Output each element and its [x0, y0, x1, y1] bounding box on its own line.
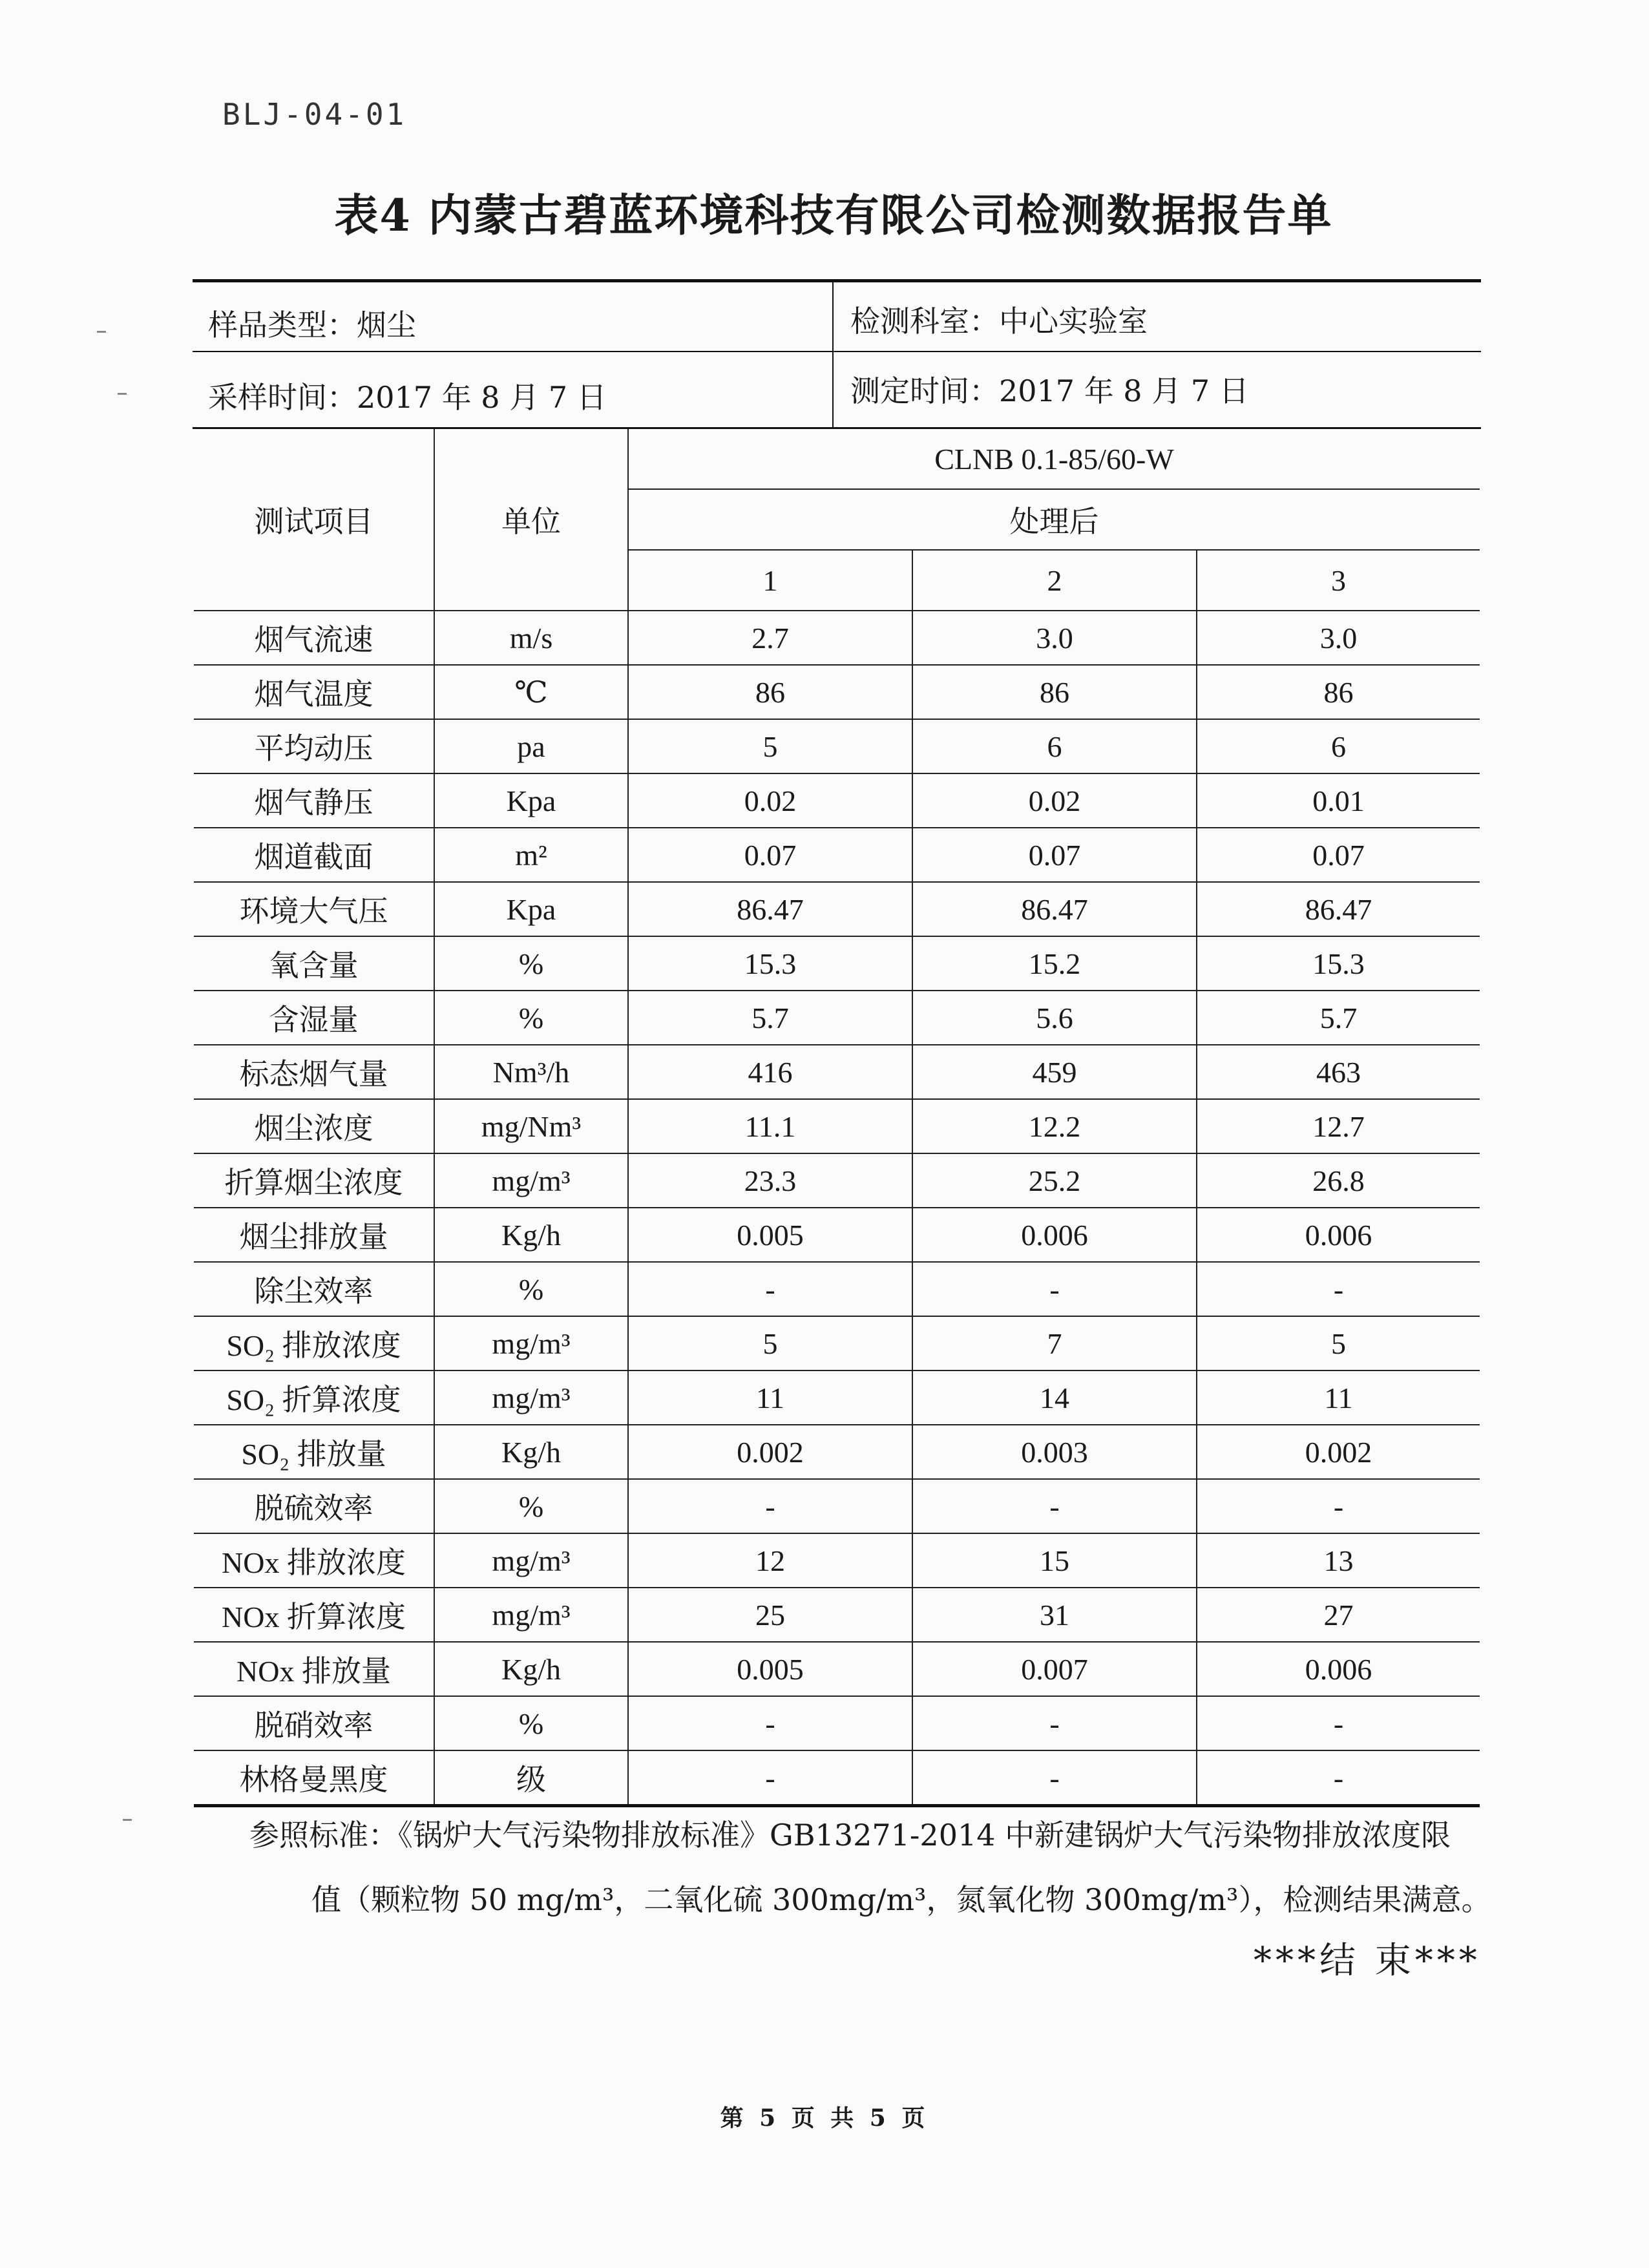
- cell-unit: m²: [434, 828, 628, 882]
- table-row: [194, 1642, 1480, 1696]
- cell-value-2: 0.07: [912, 828, 1197, 882]
- cell-item: NOx 折算浓度: [194, 1588, 434, 1642]
- table-row: [194, 1425, 1480, 1479]
- cell-value-1: 15.3: [628, 936, 912, 991]
- cell-item: 烟尘排放量: [194, 1208, 434, 1262]
- scan-artifact: [123, 1819, 132, 1821]
- cell-value-1: 25: [628, 1588, 912, 1642]
- cell-item: 烟气静压: [194, 773, 434, 828]
- cell-value-2: 6: [912, 719, 1197, 773]
- table-row: [194, 719, 1480, 773]
- cell-unit: 级: [434, 1750, 628, 1806]
- cell-value-3: -: [1197, 1696, 1480, 1750]
- table-row: [194, 1045, 1480, 1099]
- cell-unit: Kpa: [434, 882, 628, 936]
- cell-unit: %: [434, 936, 628, 991]
- table-row: [194, 991, 1480, 1045]
- model-header: CLNB 0.1-85/60-W: [628, 429, 1480, 489]
- table-row: [194, 1262, 1480, 1316]
- cell-value-3: 463: [1197, 1045, 1480, 1099]
- cell-value-3: 0.002: [1197, 1425, 1480, 1479]
- page-title: 表4 内蒙古碧蓝环境科技有限公司检测数据报告单: [334, 190, 1333, 242]
- table-row: [194, 1533, 1480, 1588]
- cell-unit: mg/m³: [434, 1153, 628, 1208]
- lab-name: 检测科室：中心实验室: [850, 304, 1148, 339]
- cell-value-1: 416: [628, 1045, 912, 1099]
- run-header-3: 3: [1197, 550, 1480, 611]
- cell-value-2: -: [912, 1696, 1197, 1750]
- cell-value-2: 25.2: [912, 1153, 1197, 1208]
- sample-type: 样品类型：烟尘: [208, 308, 416, 342]
- cell-unit: %: [434, 1479, 628, 1533]
- cell-item: 平均动压: [194, 719, 434, 773]
- table-row: [194, 1479, 1480, 1533]
- cell-value-2: -: [912, 1479, 1197, 1533]
- run-header-1: 1: [628, 550, 912, 611]
- cell-item: 脱硫效率: [194, 1479, 434, 1533]
- cell-item: 烟尘浓度: [194, 1099, 434, 1153]
- cell-unit: m/s: [434, 611, 628, 665]
- cell-value-1: 2.7: [628, 611, 912, 665]
- cell-value-2: 0.007: [912, 1642, 1197, 1696]
- cell-unit: %: [434, 1262, 628, 1316]
- cell-value-1: -: [628, 1479, 912, 1533]
- cell-value-3: 12.7: [1197, 1099, 1480, 1153]
- end-mark: ***结 束***: [1254, 1940, 1481, 1982]
- cell-value-3: 86: [1197, 665, 1480, 719]
- cell-value-1: 86: [628, 665, 912, 719]
- scan-artifact: [118, 393, 127, 395]
- page-number: 第 5 页 共 5 页: [720, 2105, 929, 2132]
- test-time: 测定时间：2017 年 8 月 7 日: [850, 373, 1249, 408]
- cell-value-1: 0.005: [628, 1642, 912, 1696]
- cell-value-1: 5.7: [628, 991, 912, 1045]
- cell-value-3: 0.006: [1197, 1208, 1480, 1262]
- cell-item: 折算烟尘浓度: [194, 1153, 434, 1208]
- cell-value-2: 459: [912, 1045, 1197, 1099]
- table-row: [194, 1750, 1480, 1806]
- table-row: [194, 1099, 1480, 1153]
- scan-artifact: [97, 331, 106, 333]
- cell-value-3: 6: [1197, 719, 1480, 773]
- table-row: [194, 1316, 1480, 1370]
- cell-value-2: 15: [912, 1533, 1197, 1588]
- cell-unit: mg/Nm³: [434, 1099, 628, 1153]
- cell-value-1: 12: [628, 1533, 912, 1588]
- cell-value-1: 0.07: [628, 828, 912, 882]
- cell-value-3: 5: [1197, 1316, 1480, 1370]
- header-divider: [832, 282, 834, 427]
- table-row: [194, 1696, 1480, 1750]
- sampling-time: 采样时间：2017 年 8 月 7 日: [208, 380, 607, 415]
- reference-line-1: 参照标准：《锅炉大气污染物排放标准》GB13271-2014 中新建锅炉大气污染物排放浓度限: [249, 1818, 1451, 1853]
- table-row: [194, 773, 1480, 828]
- table-row: [194, 665, 1480, 719]
- cell-value-2: 0.006: [912, 1208, 1197, 1262]
- condition-header: 处理后: [628, 489, 1480, 550]
- cell-value-3: -: [1197, 1479, 1480, 1533]
- cell-unit: mg/m³: [434, 1316, 628, 1370]
- cell-value-1: 5: [628, 1316, 912, 1370]
- cell-value-1: 11: [628, 1370, 912, 1425]
- cell-value-2: 86: [912, 665, 1197, 719]
- cell-value-3: 15.3: [1197, 936, 1480, 991]
- cell-value-1: 23.3: [628, 1153, 912, 1208]
- column-header-item: 测试项目: [194, 429, 434, 611]
- cell-value-2: 12.2: [912, 1099, 1197, 1153]
- cell-unit: mg/m³: [434, 1370, 628, 1425]
- cell-unit: %: [434, 991, 628, 1045]
- cell-value-1: -: [628, 1750, 912, 1806]
- table-row: [194, 882, 1480, 936]
- cell-item: 标态烟气量: [194, 1045, 434, 1099]
- cell-value-3: 86.47: [1197, 882, 1480, 936]
- cell-item: 含湿量: [194, 991, 434, 1045]
- cell-value-1: 11.1: [628, 1099, 912, 1153]
- cell-item: 烟气温度: [194, 665, 434, 719]
- cell-value-1: -: [628, 1262, 912, 1316]
- cell-value-2: 7: [912, 1316, 1197, 1370]
- cell-value-1: 0.005: [628, 1208, 912, 1262]
- cell-item: 烟道截面: [194, 828, 434, 882]
- table-row: [194, 1370, 1480, 1425]
- cell-value-3: -: [1197, 1262, 1480, 1316]
- column-header-unit: 单位: [434, 429, 628, 611]
- table-row: [194, 611, 1480, 665]
- cell-value-1: 86.47: [628, 882, 912, 936]
- cell-value-2: 0.02: [912, 773, 1197, 828]
- table-row: [194, 1153, 1480, 1208]
- cell-unit: Kpa: [434, 773, 628, 828]
- table-row: [194, 1208, 1480, 1262]
- table-row: [194, 1588, 1480, 1642]
- cell-value-2: 0.003: [912, 1425, 1197, 1479]
- table-row: [194, 828, 1480, 882]
- cell-item: NOx 排放量: [194, 1642, 434, 1696]
- cell-item: SO₂ 折算浓度: [194, 1370, 434, 1425]
- header-divider: [193, 351, 1481, 352]
- cell-value-1: 0.002: [628, 1425, 912, 1479]
- cell-value-2: 86.47: [912, 882, 1197, 936]
- cell-unit: %: [434, 1696, 628, 1750]
- cell-value-2: 3.0: [912, 611, 1197, 665]
- cell-item: 脱硝效率: [194, 1696, 434, 1750]
- cell-value-2: -: [912, 1750, 1197, 1806]
- table-row: [194, 936, 1480, 991]
- cell-value-2: -: [912, 1262, 1197, 1316]
- cell-value-1: 0.02: [628, 773, 912, 828]
- cell-item: 除尘效率: [194, 1262, 434, 1316]
- report-header: [193, 279, 1481, 429]
- cell-unit: mg/m³: [434, 1533, 628, 1588]
- cell-value-3: 0.006: [1197, 1642, 1480, 1696]
- cell-item: 环境大气压: [194, 882, 434, 936]
- cell-item: 林格曼黑度: [194, 1750, 434, 1806]
- cell-item: SO₂ 排放浓度: [194, 1316, 434, 1370]
- cell-value-2: 31: [912, 1588, 1197, 1642]
- cell-value-2: 14: [912, 1370, 1197, 1425]
- cell-item: NOx 排放浓度: [194, 1533, 434, 1588]
- cell-value-3: -: [1197, 1750, 1480, 1806]
- data-table: [194, 429, 1480, 1807]
- cell-value-2: 5.6: [912, 991, 1197, 1045]
- cell-item: 氧含量: [194, 936, 434, 991]
- document-code: BLJ-04-01: [222, 97, 407, 132]
- cell-value-1: 5: [628, 719, 912, 773]
- cell-value-3: 0.07: [1197, 828, 1480, 882]
- cell-value-2: 15.2: [912, 936, 1197, 991]
- cell-value-3: 3.0: [1197, 611, 1480, 665]
- cell-value-1: -: [628, 1696, 912, 1750]
- cell-value-3: 5.7: [1197, 991, 1480, 1045]
- cell-unit: ℃: [434, 665, 628, 719]
- reference-line-2: 值（颗粒物 50 mg/m³，二氧化硫 300mg/m³，氮氧化物 300mg/m³），检测结果满意。: [311, 1882, 1491, 1917]
- cell-value-3: 13: [1197, 1533, 1480, 1588]
- cell-unit: mg/m³: [434, 1588, 628, 1642]
- cell-value-3: 0.01: [1197, 773, 1480, 828]
- cell-value-3: 26.8: [1197, 1153, 1480, 1208]
- cell-unit: Kg/h: [434, 1642, 628, 1696]
- cell-item: SO₂ 排放量: [194, 1425, 434, 1479]
- reference-note: [249, 1803, 1503, 1932]
- cell-unit: Kg/h: [434, 1425, 628, 1479]
- cell-value-3: 11: [1197, 1370, 1480, 1425]
- cell-item: 烟气流速: [194, 611, 434, 665]
- cell-unit: Kg/h: [434, 1208, 628, 1262]
- cell-unit: Nm³/h: [434, 1045, 628, 1099]
- run-header-2: 2: [912, 550, 1197, 611]
- cell-value-3: 27: [1197, 1588, 1480, 1642]
- cell-unit: pa: [434, 719, 628, 773]
